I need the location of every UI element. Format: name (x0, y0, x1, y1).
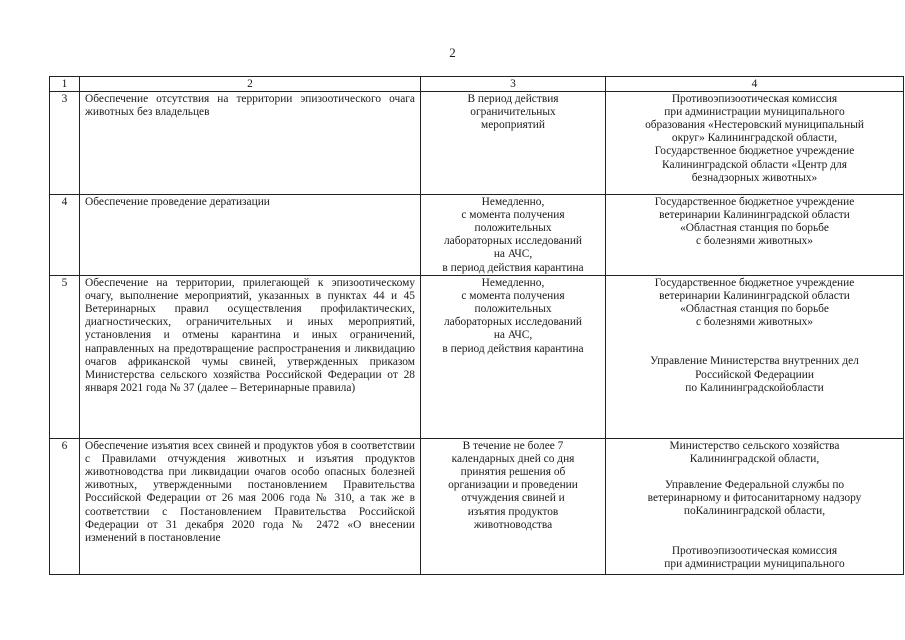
term-line: лабораторных исследований (443, 316, 583, 329)
term-line: Немедленно, (481, 277, 545, 290)
term-line: на АЧС, (493, 329, 533, 342)
term-line: мероприятий (481, 119, 545, 132)
term-line: ограничительных (470, 106, 556, 119)
header-col-2: 2 (80, 77, 421, 92)
term-text (421, 92, 606, 195)
responsible-line: Министерство сельского хозяйства (669, 440, 840, 453)
table-row (50, 439, 904, 575)
responsible-line (611, 466, 898, 479)
row-number: 6 (50, 439, 80, 575)
responsible-line: образования «Нестеровский муниципальный (645, 119, 864, 132)
table-header-row (50, 77, 904, 92)
responsible-line (611, 329, 898, 342)
responsible-line: с болезнями животных» (695, 316, 814, 329)
responsible-line: безнадзорных животных» (691, 171, 818, 184)
responsible-line: Противоэпизоотическая комиссия (671, 544, 838, 557)
responsible-line: Государственное бюджетное учреждение (654, 196, 855, 209)
responsible-line: Государственное бюджетное учреждение (654, 277, 855, 290)
header-col-4: 4 (606, 77, 904, 92)
responsible-line: Государственное бюджетное учреждение (654, 145, 855, 158)
term-line: в период действия карантина (442, 261, 584, 274)
term-line: лабораторных исследований (443, 235, 583, 248)
responsible-line: Российской Федерациии (695, 368, 814, 381)
responsible-text (606, 195, 904, 276)
responsible-line: с болезнями животных» (695, 235, 814, 248)
term-line: отчуждения свиней и (461, 492, 565, 505)
measure-text: Обеспечение на территории, прилегающей к эпизоотическому очагу, выполнение мероприятий, указанных в пунктах 44 и 45 Ветеринарных правил осуществления профилактических, диагностических, ограничительных и иных мероприятий, установления и отмены карантина и иных ограничений, направленных на предотвращение распространения и ликвидацию очагов африканской чумы свиней, утвержденных приказом Министерства сельского хозяйства Российской Федерации от 28 января 2021 года № 37 (далее – Ветеринарные правила) (80, 276, 421, 439)
term-line: положительных (474, 303, 552, 316)
term-line: животноводства (473, 518, 553, 531)
responsible-line: Калининградской области, (689, 453, 820, 466)
responsible-line (611, 342, 898, 355)
row-number: 4 (50, 195, 80, 276)
responsible-line: Управление Федеральной службы по (664, 479, 845, 492)
term-line: в период действия карантина (442, 342, 584, 355)
responsible-line: округ» Калининградской области, (671, 132, 838, 145)
row-number: 3 (50, 92, 80, 195)
term-line: положительных (474, 222, 552, 235)
measure-text: Обеспечение изъятия всех свиней и продуктов убоя в соответствии с Правилами отчуждения животных и изъятия продуктов животноводства при ликвидации очагов особо опасных болезней животных, утвержденными постановлением Правительства Российской Федерации от 26 мая 2006 года № 310, а так же в соответствии с Постановлением Правительства Российской Федерации от 31 декабря 2020 года № 2472 «О внесении изменений в постановление (80, 439, 421, 575)
responsible-text (606, 92, 904, 195)
header-col-1: 1 (50, 77, 80, 92)
responsible-line: по Калининградскойобласти (685, 381, 824, 394)
responsible-line: при администрации муниципального (664, 106, 845, 119)
term-line: принятия решения об (460, 466, 566, 479)
responsible-line: ветеринарии Калининградской области (659, 290, 850, 303)
responsible-line: поКалининградской области, (683, 505, 826, 518)
responsible-line: Калининградской области «Центр для (662, 158, 847, 171)
table-row (50, 92, 904, 195)
responsible-line: Управление Министерства внутренних дел (650, 355, 859, 368)
term-line: с момента получения (461, 209, 565, 222)
term-text (421, 195, 606, 276)
responsible-line: ветеринарному и фитосанитарному надзору (647, 492, 862, 505)
responsible-text (606, 439, 904, 575)
measures-table (49, 76, 904, 575)
term-line: с момента получения (461, 290, 565, 303)
term-line: календарных дней со дня (451, 453, 575, 466)
term-line: В течение не более 7 (462, 440, 564, 453)
responsible-line: при администрации муниципального (664, 557, 845, 570)
row-number: 5 (50, 276, 80, 439)
table-row (50, 276, 904, 439)
responsible-line (611, 532, 898, 545)
term-text (421, 439, 606, 575)
term-line: Немедленно, (481, 196, 545, 209)
term-line: изъятия продуктов (467, 505, 559, 518)
term-line: на АЧС, (493, 248, 533, 261)
responsible-line: «Областная станция по борьбе (680, 222, 829, 235)
table-row (50, 195, 904, 276)
responsible-line: ветеринарии Калининградской области (659, 209, 850, 222)
header-col-3: 3 (421, 77, 606, 92)
responsible-line: Противоэпизоотическая комиссия (671, 93, 838, 106)
page-number: 2 (449, 45, 456, 60)
term-line: организации и проведении (448, 479, 578, 492)
term-line: В период действия (467, 93, 559, 106)
responsible-line (611, 519, 898, 532)
responsible-text (606, 276, 904, 439)
responsible-line: «Областная станция по борьбе (680, 303, 829, 316)
term-text (421, 276, 606, 439)
measure-text: Обеспечение отсутствия на территории эпизоотического очага животных без владельцев (80, 92, 421, 195)
measure-text: Обеспечение проведение дератизации (80, 195, 421, 276)
